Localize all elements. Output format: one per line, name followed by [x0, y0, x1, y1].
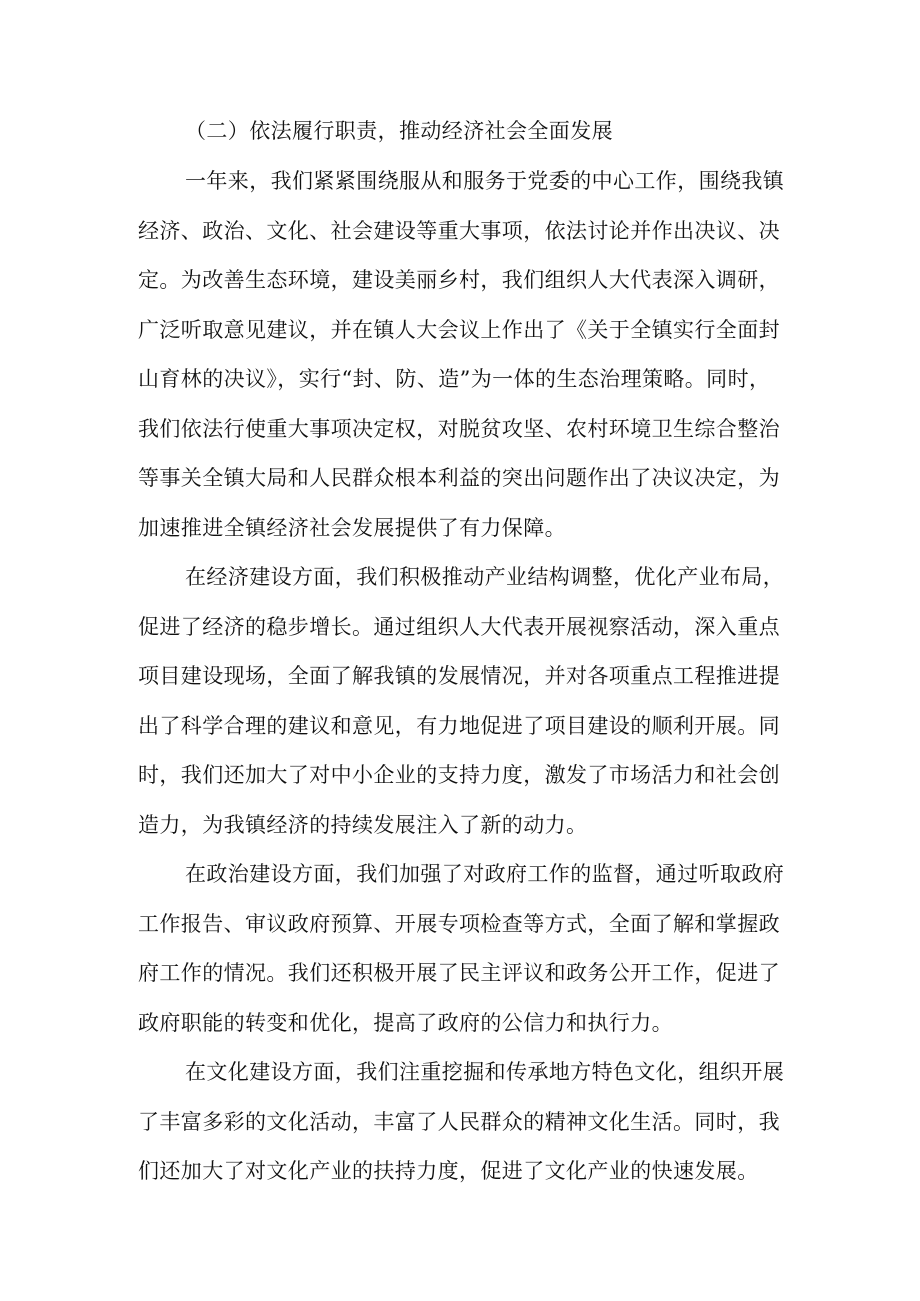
paragraph-2-line-6: 造力，为我镇经济的持续发展注入了新的动力。 — [138, 813, 588, 837]
paragraph-2-line-1: 在经济建设方面，我们积极推动产业结构调整，优化产业布局， — [185, 565, 785, 589]
paragraph-2-line-2: 促进了经济的稳步增长。通过组织人大代表开展视察活动，深入重点 — [138, 615, 780, 639]
paragraph-2-line-3: 项目建设现场，全面了解我镇的发展情况，并对各项重点工程推进提 — [138, 664, 780, 688]
paragraph-1-line-8: 加速推进全镇经济社会发展提供了有力保障。 — [138, 516, 566, 540]
section-heading: （二）依法履行职责，推动经济社会全面发展 — [185, 119, 613, 143]
paragraph-3-line-1: 在政治建设方面，我们加强了对政府工作的监督，通过听取政府 — [185, 862, 785, 886]
paragraph-4-line-2: 了丰富多彩的文化活动，丰富了人民群众的精神文化生活。同时，我 — [138, 1110, 780, 1134]
paragraph-1-line-3: 定。为改善生态环境，建设美丽乡村，我们组织人大代表深入调研， — [138, 268, 780, 292]
paragraph-4-line-3: 们还加大了对文化产业的扶持力度，促进了文化产业的快速发展。 — [138, 1159, 759, 1183]
paragraph-1-line-2: 经济、政治、文化、社会建设等重大事项，依法讨论并作出决议、决 — [138, 219, 780, 243]
paragraph-3-line-4: 政府职能的转变和优化，提高了政府的公信力和执行力。 — [138, 1011, 673, 1035]
paragraph-4-line-1: 在文化建设方面，我们注重挖掘和传承地方特色文化，组织开展 — [185, 1060, 785, 1084]
paragraph-2-line-4: 出了科学合理的建议和意见，有力地促进了项目建设的顺利开展。同 — [138, 714, 780, 738]
paragraph-1-line-7: 等事关全镇大局和人民群众根本利益的突出问题作出了决议决定，为 — [138, 466, 780, 490]
paragraph-3-line-2: 工作报告、审议政府预算、开展专项检查等方式，全面了解和掌握政 — [138, 912, 780, 936]
paragraph-1-line-5: 山育林的决议》，实行“封、防、造”为一体的生态治理策略。同时， — [138, 367, 771, 391]
paragraph-1-line-1: 一年来，我们紧紧围绕服从和服务于党委的中心工作，围绕我镇 — [185, 169, 785, 193]
paragraph-3-line-3: 府工作的情况。我们还积极开展了民主评议和政务公开工作，促进了 — [138, 961, 780, 985]
paragraph-2-line-5: 时，我们还加大了对中小企业的支持力度，激发了市场活力和社会创 — [138, 763, 780, 787]
paragraph-1-line-6: 我们依法行使重大事项决定权，对脱贫攻坚、农村环境卫生综合整治 — [138, 417, 780, 441]
paragraph-1-line-4: 广泛听取意见建议，并在镇人大会议上作出了《关于全镇实行全面封 — [138, 318, 780, 342]
